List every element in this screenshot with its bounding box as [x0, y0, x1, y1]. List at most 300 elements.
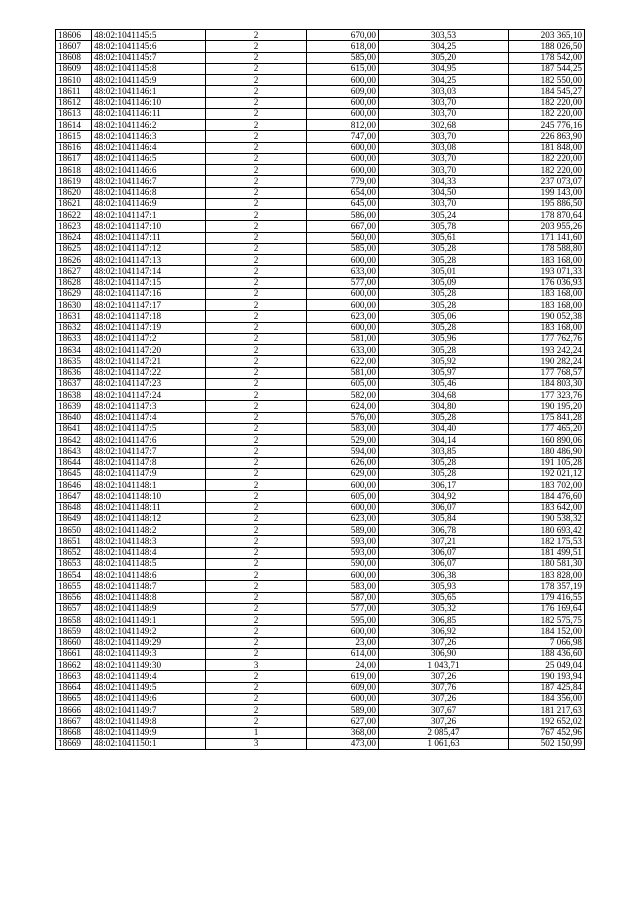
group-cell: 2 [206, 97, 307, 108]
table-row [56, 581, 585, 592]
row-number-cell: 18608 [56, 52, 92, 63]
group-cell: 2 [206, 277, 307, 288]
area-cell: 583,00 [307, 423, 379, 434]
table-row [56, 558, 585, 569]
group-cell: 2 [206, 558, 307, 569]
area-cell: 368,00 [307, 727, 379, 738]
cadastral-number-cell: 48:02:1041147:15 [92, 277, 206, 288]
rate-cell: 304,40 [379, 423, 509, 434]
row-number-cell: 18635 [56, 356, 92, 367]
rate-cell: 305,28 [379, 345, 509, 356]
area-cell: 583,00 [307, 581, 379, 592]
rate-cell: 1 043,71 [379, 660, 509, 671]
row-number-cell: 18646 [56, 480, 92, 491]
rate-cell: 305,01 [379, 266, 509, 277]
value-cell: 183 168,00 [509, 322, 585, 333]
row-number-cell: 18621 [56, 198, 92, 209]
value-cell: 182 220,00 [509, 97, 585, 108]
group-cell: 2 [206, 345, 307, 356]
row-number-cell: 18612 [56, 97, 92, 108]
table-row [56, 615, 585, 626]
group-cell: 2 [206, 198, 307, 209]
value-cell: 226 863,90 [509, 131, 585, 142]
table-row [56, 660, 585, 671]
group-cell: 2 [206, 367, 307, 378]
cadastral-number-cell: 48:02:1041150:1 [92, 738, 206, 749]
group-cell: 2 [206, 637, 307, 648]
row-number-cell: 18656 [56, 592, 92, 603]
row-number-cell: 18610 [56, 75, 92, 86]
table-row [56, 187, 585, 198]
table-row [56, 502, 585, 513]
value-cell: 182 220,00 [509, 153, 585, 164]
table-row [56, 727, 585, 738]
group-cell: 2 [206, 86, 307, 97]
table-row [56, 266, 585, 277]
rate-cell: 304,80 [379, 401, 509, 412]
row-number-cell: 18660 [56, 637, 92, 648]
cadastral-number-cell: 48:02:1041146:3 [92, 131, 206, 142]
cadastral-number-cell: 48:02:1041148:11 [92, 502, 206, 513]
row-number-cell: 18633 [56, 333, 92, 344]
cadastral-number-cell: 48:02:1041147:17 [92, 300, 206, 311]
value-cell: 183 702,00 [509, 480, 585, 491]
cadastral-number-cell: 48:02:1041147:3 [92, 401, 206, 412]
area-cell: 615,00 [307, 63, 379, 74]
rate-cell: 305,28 [379, 300, 509, 311]
row-number-cell: 18623 [56, 221, 92, 232]
cadastral-number-cell: 48:02:1041148:12 [92, 513, 206, 524]
group-cell: 2 [206, 266, 307, 277]
cadastral-number-cell: 48:02:1041146:6 [92, 165, 206, 176]
value-cell: 177 762,76 [509, 333, 585, 344]
cadastral-number-cell: 48:02:1041147:4 [92, 412, 206, 423]
table-row [56, 165, 585, 176]
value-cell: 184 545,27 [509, 86, 585, 97]
area-cell: 582,00 [307, 390, 379, 401]
rate-cell: 307,26 [379, 671, 509, 682]
area-cell: 779,00 [307, 176, 379, 187]
value-cell: 180 693,42 [509, 525, 585, 536]
area-cell: 614,00 [307, 648, 379, 659]
table-row [56, 75, 585, 86]
row-number-cell: 18638 [56, 390, 92, 401]
value-cell: 187 425,84 [509, 682, 585, 693]
table-row [56, 41, 585, 52]
row-number-cell: 18617 [56, 153, 92, 164]
cadastral-number-cell: 48:02:1041149:1 [92, 615, 206, 626]
cadastral-number-cell: 48:02:1041148:9 [92, 603, 206, 614]
area-cell: 581,00 [307, 367, 379, 378]
cadastral-number-cell: 48:02:1041149:2 [92, 626, 206, 637]
area-cell: 670,00 [307, 30, 379, 41]
table-row [56, 716, 585, 727]
area-cell: 529,00 [307, 435, 379, 446]
cadastral-number-cell: 48:02:1041148:3 [92, 536, 206, 547]
rate-cell: 304,50 [379, 187, 509, 198]
cadastral-number-cell: 48:02:1041147:14 [92, 266, 206, 277]
rate-cell: 305,28 [379, 457, 509, 468]
rate-cell: 304,14 [379, 435, 509, 446]
table-row [56, 648, 585, 659]
value-cell: 177 323,76 [509, 390, 585, 401]
value-cell: 188 436,60 [509, 648, 585, 659]
area-cell: 600,00 [307, 322, 379, 333]
group-cell: 2 [206, 581, 307, 592]
rate-cell: 306,90 [379, 648, 509, 659]
value-cell: 245 776,16 [509, 120, 585, 131]
table-row [56, 210, 585, 221]
table-row [56, 221, 585, 232]
cadastral-number-cell: 48:02:1041148:6 [92, 570, 206, 581]
row-number-cell: 18644 [56, 457, 92, 468]
table-row [56, 536, 585, 547]
value-cell: 191 105,28 [509, 457, 585, 468]
value-cell: 190 193,94 [509, 671, 585, 682]
area-cell: 627,00 [307, 716, 379, 727]
table-row [56, 637, 585, 648]
value-cell: 184 152,00 [509, 626, 585, 637]
cadastral-number-cell: 48:02:1041147:2 [92, 333, 206, 344]
cadastral-number-cell: 48:02:1041146:4 [92, 142, 206, 153]
group-cell: 2 [206, 705, 307, 716]
area-cell: 600,00 [307, 288, 379, 299]
table-row [56, 547, 585, 558]
row-number-cell: 18652 [56, 547, 92, 558]
value-cell: 177 465,20 [509, 423, 585, 434]
rate-cell: 305,20 [379, 52, 509, 63]
row-number-cell: 18611 [56, 86, 92, 97]
area-cell: 600,00 [307, 153, 379, 164]
value-cell: 237 073,07 [509, 176, 585, 187]
row-number-cell: 18647 [56, 491, 92, 502]
group-cell: 2 [206, 165, 307, 176]
value-cell: 178 588,80 [509, 243, 585, 254]
group-cell: 2 [206, 390, 307, 401]
value-cell: 181 217,63 [509, 705, 585, 716]
table-row [56, 738, 585, 749]
group-cell: 2 [206, 108, 307, 119]
area-cell: 600,00 [307, 142, 379, 153]
value-cell: 181 499,51 [509, 547, 585, 558]
cadastral-number-cell: 48:02:1041147:10 [92, 221, 206, 232]
table-body [56, 30, 585, 750]
area-cell: 609,00 [307, 682, 379, 693]
rate-cell: 2 085,47 [379, 727, 509, 738]
cadastral-number-cell: 48:02:1041147:9 [92, 468, 206, 479]
table-row [56, 243, 585, 254]
rate-cell: 305,97 [379, 367, 509, 378]
group-cell: 2 [206, 423, 307, 434]
table-row [56, 480, 585, 491]
rate-cell: 306,92 [379, 626, 509, 637]
row-number-cell: 18651 [56, 536, 92, 547]
cadastral-number-cell: 48:02:1041147:22 [92, 367, 206, 378]
rate-cell: 302,68 [379, 120, 509, 131]
row-number-cell: 18641 [56, 423, 92, 434]
area-cell: 600,00 [307, 626, 379, 637]
area-cell: 633,00 [307, 345, 379, 356]
rate-cell: 306,07 [379, 547, 509, 558]
area-cell: 594,00 [307, 446, 379, 457]
rate-cell: 303,70 [379, 97, 509, 108]
table-row [56, 693, 585, 704]
cadastral-number-cell: 48:02:1041146:1 [92, 86, 206, 97]
row-number-cell: 18616 [56, 142, 92, 153]
value-cell: 199 143,00 [509, 187, 585, 198]
group-cell: 2 [206, 671, 307, 682]
cadastral-number-cell: 48:02:1041146:2 [92, 120, 206, 131]
table-row [56, 52, 585, 63]
cadastral-number-cell: 48:02:1041147:16 [92, 288, 206, 299]
rate-cell: 303,70 [379, 165, 509, 176]
cadastral-number-cell: 48:02:1041148:1 [92, 480, 206, 491]
table-row [56, 311, 585, 322]
value-cell: 193 071,33 [509, 266, 585, 277]
value-cell: 203 955,26 [509, 221, 585, 232]
table-row [56, 255, 585, 266]
value-cell: 180 581,30 [509, 558, 585, 569]
rate-cell: 303,70 [379, 131, 509, 142]
cadastral-number-cell: 48:02:1041147:13 [92, 255, 206, 266]
value-cell: 176 169,64 [509, 603, 585, 614]
rate-cell: 303,85 [379, 446, 509, 457]
row-number-cell: 18627 [56, 266, 92, 277]
area-cell: 667,00 [307, 221, 379, 232]
group-cell: 2 [206, 547, 307, 558]
rate-cell: 303,08 [379, 142, 509, 153]
row-number-cell: 18663 [56, 671, 92, 682]
area-cell: 600,00 [307, 255, 379, 266]
rate-cell: 305,84 [379, 513, 509, 524]
rate-cell: 305,61 [379, 232, 509, 243]
rate-cell: 303,03 [379, 86, 509, 97]
row-number-cell: 18665 [56, 693, 92, 704]
value-cell: 182 220,00 [509, 165, 585, 176]
value-cell: 183 168,00 [509, 288, 585, 299]
table-row [56, 367, 585, 378]
area-cell: 593,00 [307, 547, 379, 558]
cadastral-number-cell: 48:02:1041147:19 [92, 322, 206, 333]
rate-cell: 306,07 [379, 558, 509, 569]
area-cell: 654,00 [307, 187, 379, 198]
row-number-cell: 18625 [56, 243, 92, 254]
group-cell: 2 [206, 446, 307, 457]
area-cell: 600,00 [307, 480, 379, 491]
rate-cell: 307,67 [379, 705, 509, 716]
row-number-cell: 18609 [56, 63, 92, 74]
cadastral-number-cell: 48:02:1041148:5 [92, 558, 206, 569]
row-number-cell: 18657 [56, 603, 92, 614]
group-cell: 2 [206, 300, 307, 311]
table-row [56, 120, 585, 131]
cadastral-number-cell: 48:02:1041147:6 [92, 435, 206, 446]
row-number-cell: 18639 [56, 401, 92, 412]
row-number-cell: 18650 [56, 525, 92, 536]
value-cell: 182 550,00 [509, 75, 585, 86]
row-number-cell: 18643 [56, 446, 92, 457]
row-number-cell: 18654 [56, 570, 92, 581]
area-cell: 747,00 [307, 131, 379, 142]
group-cell: 2 [206, 333, 307, 344]
cadastral-number-cell: 48:02:1041147:20 [92, 345, 206, 356]
group-cell: 2 [206, 682, 307, 693]
cadastral-number-cell: 48:02:1041148:10 [92, 491, 206, 502]
cadastral-number-cell: 48:02:1041145:9 [92, 75, 206, 86]
row-number-cell: 18618 [56, 165, 92, 176]
table-row [56, 468, 585, 479]
cadastral-number-cell: 48:02:1041147:24 [92, 390, 206, 401]
table-row [56, 63, 585, 74]
rate-cell: 304,25 [379, 41, 509, 52]
area-cell: 595,00 [307, 615, 379, 626]
rate-cell: 305,28 [379, 412, 509, 423]
area-cell: 633,00 [307, 266, 379, 277]
area-cell: 577,00 [307, 603, 379, 614]
row-number-cell: 18642 [56, 435, 92, 446]
group-cell: 2 [206, 502, 307, 513]
value-cell: 177 768,57 [509, 367, 585, 378]
area-cell: 586,00 [307, 210, 379, 221]
table-row [56, 356, 585, 367]
rate-cell: 305,93 [379, 581, 509, 592]
rate-cell: 304,25 [379, 75, 509, 86]
value-cell: 184 356,00 [509, 693, 585, 704]
table-row [56, 300, 585, 311]
group-cell: 2 [206, 356, 307, 367]
group-cell: 2 [206, 626, 307, 637]
cadastral-number-cell: 48:02:1041149:9 [92, 727, 206, 738]
area-cell: 609,00 [307, 86, 379, 97]
table-row [56, 671, 585, 682]
table-row [56, 603, 585, 614]
cadastral-number-cell: 48:02:1041148:8 [92, 592, 206, 603]
rate-cell: 303,70 [379, 153, 509, 164]
value-cell: 182 175,53 [509, 536, 585, 547]
cadastral-number-cell: 48:02:1041147:11 [92, 232, 206, 243]
row-number-cell: 18668 [56, 727, 92, 738]
cadastral-value-table [55, 29, 585, 750]
row-number-cell: 18615 [56, 131, 92, 142]
rate-cell: 307,26 [379, 716, 509, 727]
cadastral-number-cell: 48:02:1041148:7 [92, 581, 206, 592]
value-cell: 183 642,00 [509, 502, 585, 513]
value-cell: 184 476,60 [509, 491, 585, 502]
cadastral-number-cell: 48:02:1041146:10 [92, 97, 206, 108]
cadastral-number-cell: 48:02:1041146:8 [92, 187, 206, 198]
value-cell: 25 049,04 [509, 660, 585, 671]
group-cell: 3 [206, 660, 307, 671]
table-row [56, 378, 585, 389]
rate-cell: 305,32 [379, 603, 509, 614]
rate-cell: 306,07 [379, 502, 509, 513]
table-row [56, 345, 585, 356]
table-row [56, 682, 585, 693]
row-number-cell: 18628 [56, 277, 92, 288]
group-cell: 2 [206, 232, 307, 243]
group-cell: 2 [206, 30, 307, 41]
table-row [56, 131, 585, 142]
area-cell: 23,00 [307, 637, 379, 648]
cadastral-number-cell: 48:02:1041147:7 [92, 446, 206, 457]
table-row [56, 457, 585, 468]
area-cell: 600,00 [307, 165, 379, 176]
rate-cell: 303,53 [379, 30, 509, 41]
rate-cell: 307,26 [379, 693, 509, 704]
rate-cell: 306,38 [379, 570, 509, 581]
value-cell: 192 021,12 [509, 468, 585, 479]
table-row [56, 525, 585, 536]
value-cell: 176 036,93 [509, 277, 585, 288]
group-cell: 2 [206, 75, 307, 86]
rate-cell: 303,70 [379, 198, 509, 209]
value-cell: 178 357,19 [509, 581, 585, 592]
area-cell: 600,00 [307, 693, 379, 704]
row-number-cell: 18667 [56, 716, 92, 727]
area-cell: 645,00 [307, 198, 379, 209]
cadastral-number-cell: 48:02:1041146:11 [92, 108, 206, 119]
area-cell: 600,00 [307, 570, 379, 581]
area-cell: 629,00 [307, 468, 379, 479]
row-number-cell: 18614 [56, 120, 92, 131]
group-cell: 2 [206, 513, 307, 524]
area-cell: 624,00 [307, 401, 379, 412]
group-cell: 2 [206, 615, 307, 626]
cadastral-number-cell: 48:02:1041145:5 [92, 30, 206, 41]
group-cell: 2 [206, 378, 307, 389]
area-cell: 605,00 [307, 378, 379, 389]
group-cell: 2 [206, 716, 307, 727]
cadastral-number-cell: 48:02:1041146:9 [92, 198, 206, 209]
group-cell: 2 [206, 491, 307, 502]
cadastral-number-cell: 48:02:1041149:5 [92, 682, 206, 693]
group-cell: 2 [206, 187, 307, 198]
cadastral-number-cell: 48:02:1041147:23 [92, 378, 206, 389]
table-row [56, 412, 585, 423]
table-row [56, 30, 585, 41]
group-cell: 3 [206, 738, 307, 749]
area-cell: 600,00 [307, 300, 379, 311]
area-cell: 605,00 [307, 491, 379, 502]
cadastral-number-cell: 48:02:1041149:6 [92, 693, 206, 704]
value-cell: 178 542,00 [509, 52, 585, 63]
rate-cell: 306,78 [379, 525, 509, 536]
cadastral-number-cell: 48:02:1041145:6 [92, 41, 206, 52]
group-cell: 2 [206, 480, 307, 491]
group-cell: 2 [206, 288, 307, 299]
rate-cell: 305,78 [379, 221, 509, 232]
rate-cell: 306,85 [379, 615, 509, 626]
table-row [56, 513, 585, 524]
group-cell: 2 [206, 570, 307, 581]
area-cell: 600,00 [307, 97, 379, 108]
cadastral-number-cell: 48:02:1041147:21 [92, 356, 206, 367]
group-cell: 2 [206, 401, 307, 412]
group-cell: 2 [206, 176, 307, 187]
rate-cell: 305,28 [379, 243, 509, 254]
area-cell: 587,00 [307, 592, 379, 603]
cadastral-number-cell: 48:02:1041147:18 [92, 311, 206, 322]
area-cell: 623,00 [307, 513, 379, 524]
group-cell: 2 [206, 210, 307, 221]
rate-cell: 304,68 [379, 390, 509, 401]
rate-cell: 305,24 [379, 210, 509, 221]
table-row [56, 423, 585, 434]
group-cell: 2 [206, 52, 307, 63]
value-cell: 184 803,30 [509, 378, 585, 389]
row-number-cell: 18659 [56, 626, 92, 637]
group-cell: 2 [206, 603, 307, 614]
